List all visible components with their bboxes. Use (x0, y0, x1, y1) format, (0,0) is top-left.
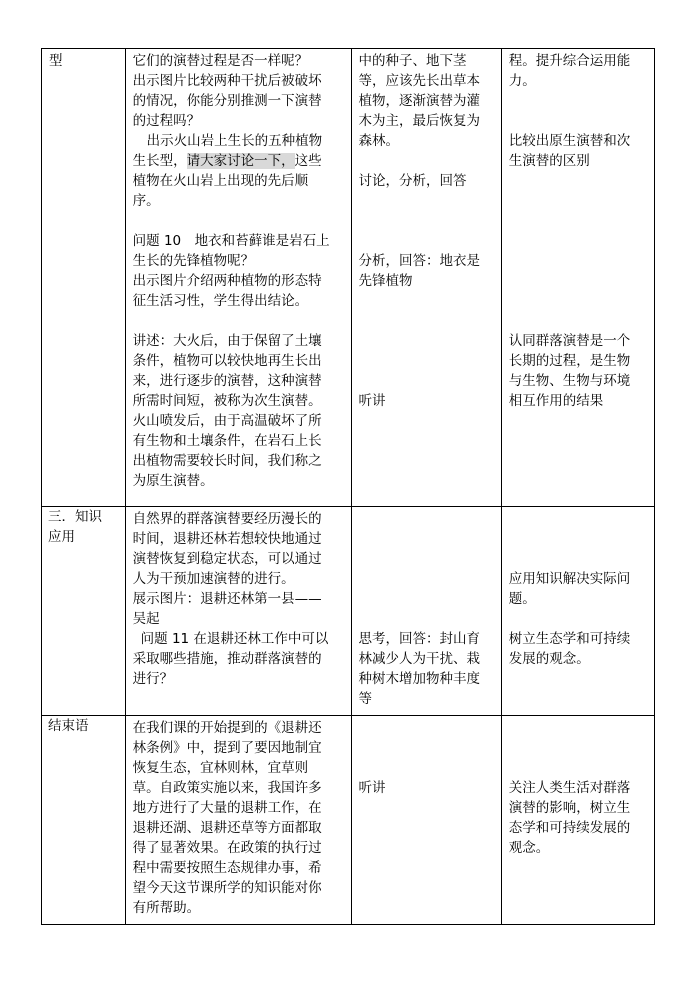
text-line: 林条例》中，提到了要因地制宜 (132, 740, 322, 756)
text-line: 比较出原生演替和次 (508, 133, 631, 149)
text-line: 与生物、生物与环境 (508, 373, 631, 389)
text-line (133, 151, 345, 171)
stage-label: 三．知识 (48, 509, 102, 525)
table-row (42, 507, 655, 716)
text-line: 出示图片比较两种干扰后被破坏 (132, 73, 322, 89)
teacher-activity-cell (125, 716, 351, 925)
text-line: 观念。 (508, 840, 550, 856)
text-line: 态学和可持续发展的 (508, 820, 631, 836)
text-line: 等，应该先长出草本 (358, 73, 480, 89)
text-line: 力。 (508, 73, 536, 89)
text-line: 火山喷发后，由于高温破坏了所 (132, 413, 322, 429)
text-line: 讲述：大火后，由于保留了土壤 (132, 333, 322, 349)
text-line: 种树木增加物种丰度 (358, 671, 480, 687)
text-line: 为原生演替。 (132, 473, 214, 489)
text-line: 出示图片介绍两种植物的形态特 (132, 273, 322, 289)
text-line: 退耕还湖、退耕还草等方面都取 (132, 820, 322, 836)
text-line: 听讲 (358, 393, 386, 409)
text-line: 人为干预加速演替的进行。 (132, 571, 295, 587)
text-line: 长期的过程，是生物 (508, 353, 631, 369)
text-line: 在我们课的开始提到的《退耕还 (132, 720, 322, 736)
text-line: 地方进行了大量的退耕工作，在 (132, 800, 322, 816)
lesson-plan-table (41, 48, 655, 925)
text-line: 时间，退耕还林若想较快地通过 (132, 531, 322, 547)
text-line: 听讲 (358, 780, 386, 796)
stage-cell (42, 716, 126, 925)
stage-label: 型 (49, 53, 63, 69)
text-line: 演替的影响，树立生 (508, 800, 631, 816)
text-line: 植物，逐渐演替为灌 (358, 93, 480, 109)
design-intent-cell (501, 49, 654, 507)
text-line: 望今天这节课所学的知识能对你 (132, 880, 322, 896)
text-line: 采取哪些措施，推动群落演替的 (132, 651, 322, 667)
text-line: 林减少人为干扰、栽 (358, 651, 480, 667)
text-line: 中的种子、地下茎 (358, 53, 467, 69)
text-line: 讨论，分析，回答 (358, 173, 467, 189)
text-fragment: 这些 (294, 153, 322, 169)
text-line: 得了显著效果。在政策的执行过 (132, 840, 322, 856)
teacher-activity-cell (125, 507, 351, 716)
text-line: 演替恢复到稳定状态，可以通过 (132, 551, 322, 567)
text-line: 程中需要按照生态规律办事，希 (132, 860, 322, 876)
text-line: 来，进行逐步的演替，这种演替 (132, 373, 322, 389)
text-line: 森林。 (358, 133, 399, 149)
text-line: 等 (358, 691, 372, 707)
text-line: 的过程吗？ (132, 113, 201, 129)
text-line: 草。自政策实施以来，我国许多 (132, 780, 322, 796)
student-activity-cell (351, 49, 501, 507)
table-row (42, 716, 655, 925)
design-intent-cell (501, 716, 654, 925)
text-line: 问题 10 地衣和苔藓谁是岩石上 (132, 233, 330, 249)
stage-cell (42, 49, 126, 507)
stage-label: 结束语 (48, 718, 89, 734)
text-line: 认同群落演替是一个 (508, 333, 631, 349)
text-line: 序。 (132, 193, 160, 209)
text-line: 问题 11 在退耕还林工作中可以 (140, 631, 329, 647)
text-line: 条件，植物可以较快地再生长出 (132, 353, 322, 369)
text-line: 关注人类生活对群落 (508, 780, 631, 796)
text-line: 思考，回答：封山育 (358, 631, 480, 647)
design-intent-cell (501, 507, 654, 716)
text-line: 植物在火山岩上出现的先后顺 (132, 173, 309, 189)
text-line: 它们的演替过程是否一样呢？ (132, 53, 309, 69)
stage-label: 应用 (48, 529, 75, 545)
text-line: 展示图片：退耕还林第一县—— (132, 591, 322, 607)
text-line: 先锋植物 (358, 273, 413, 289)
student-activity-cell (351, 507, 501, 716)
student-activity-cell (351, 716, 501, 925)
text-line: 有所帮助。 (132, 900, 201, 916)
text-line: 恢复生态，宜林则林，宜草则 (132, 760, 309, 776)
text-line: 进行？ (132, 671, 174, 687)
table-row (42, 49, 655, 507)
stage-cell (42, 507, 126, 716)
text-line: 分析，回答：地衣是 (358, 253, 480, 269)
text-line: 生演替的区别 (508, 153, 590, 169)
text-line: 有生物和土壤条件，在岩石上长 (132, 433, 322, 449)
text-line: 出植物需要较长时间，我们称之 (132, 453, 322, 469)
text-line: 征生活习性，学生得出结论。 (132, 293, 309, 309)
text-line: 出示火山岩上生长的五种植物 (146, 133, 323, 149)
text-line: 所需时间短，被称为次生演替。 (132, 393, 322, 409)
text-line: 树立生态学和可持续 (508, 631, 631, 647)
text-line: 发展的观念。 (508, 651, 590, 667)
text-line: 吴起 (132, 611, 160, 627)
text-line: 自然界的群落演替要经历漫长的 (132, 511, 322, 527)
text-line: 应用知识解决实际问 (508, 571, 631, 587)
text-line: 题。 (508, 591, 536, 607)
text-line: 生长的先锋植物呢？ (132, 253, 255, 269)
text-line: 程。提升综合运用能 (508, 53, 631, 69)
text-line: 木为主，最后恢复为 (358, 113, 480, 129)
text-line: 的情况，你能分别推测一下演替 (132, 93, 322, 109)
highlighted-text: 请大家讨论一下， (186, 153, 295, 169)
text-fragment: 生长型， (132, 153, 187, 169)
text-line: 相互作用的结果 (508, 393, 604, 409)
teacher-activity-cell (125, 49, 351, 507)
